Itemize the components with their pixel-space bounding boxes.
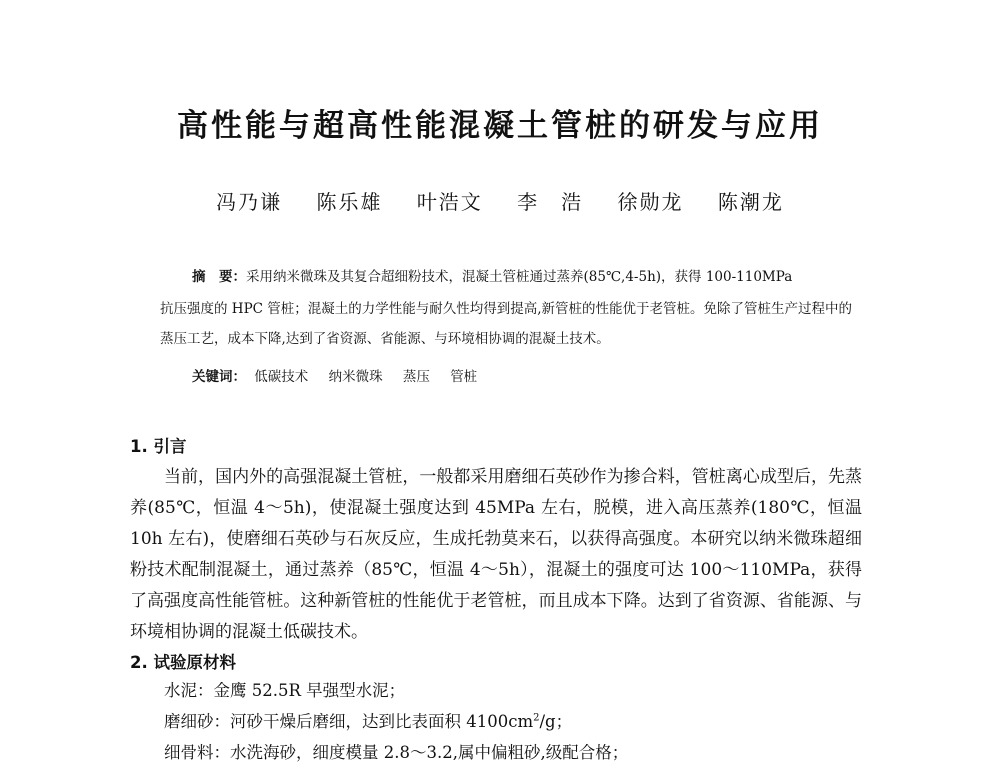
author-name: 冯乃谦 (216, 190, 283, 214)
material-cement: 水泥：金鹰 52.5R 早强型水泥； (164, 681, 406, 700)
intro-paragraph: 当前，国内外的高强混凝土管桩，一般都采用磨细石英砂作为掺合料，管桩离心成型后，先蒸养(85℃，恒温 4～5h)，使混凝土强度达到 45MPa 左右，脱模，进入高压蒸养(180℃，恒温 10h 左右)，使磨细石英砂与石灰反应，生成托勃莫来石，以获得高强度。本研究以纳米微珠超细粉技术配制混凝土，通过蒸养（85℃，恒温 4～5h），混凝土的强度可达 100～110MPa，获得了高强度高性能管桩。这种新管桩的性能优于老管桩，而且成本下降。达到了省资源、省能源、与环境相协调的混凝土低碳技术。 (130, 467, 862, 642)
author-name: 叶浩文 (416, 190, 483, 214)
abstract-text-line1: 采用纳米微珠及其复合超细粉技术，混凝土管桩通过蒸养(85℃,4-5h)，获得 100-110MPa (246, 269, 793, 285)
author-name: 陈潮龙 (717, 190, 784, 214)
keyword: 管桩 (450, 369, 478, 385)
author-name: 李 浩 (517, 190, 584, 214)
author-name: 徐勋龙 (617, 190, 684, 214)
material-fine-powder: 磨细砂：河砂干燥后磨细，达到比表面积 $4100cm^2/g$； (164, 712, 573, 731)
keyword: 蒸压 (402, 369, 430, 385)
keyword: 纳米微珠 (328, 369, 383, 385)
abstract-text-rest: 抗压强度的 HPC 管桩；混凝土的力学性能与耐久性均得到提高,新管桩的性能优于老管桩。免除了管桩生产过程中的蒸压工艺，成本下降,达到了省资源、省能源、与环境相协调的混凝土技术。 (160, 301, 853, 347)
abstract-label: 摘 要： (192, 269, 246, 285)
section-heading-intro: 1. 引言 (130, 437, 187, 456)
keywords-line (160, 362, 892, 392)
author-name: 陈乐雄 (316, 190, 383, 214)
author-list (0, 186, 1000, 215)
keywords-label: 关键词： (192, 369, 246, 385)
section-heading-materials: 2. 试验原材料 (130, 653, 236, 672)
paper-title: 高性能与超高性能混凝土管桩的研发与应用 (177, 108, 823, 144)
material-fine-aggregate: 细骨料：水洗海砂，细度模量 2.8～3.2,属中偏粗砂,级配合格； (164, 743, 629, 762)
abstract-first-line (160, 262, 892, 292)
keyword: 低碳技术 (254, 369, 309, 385)
